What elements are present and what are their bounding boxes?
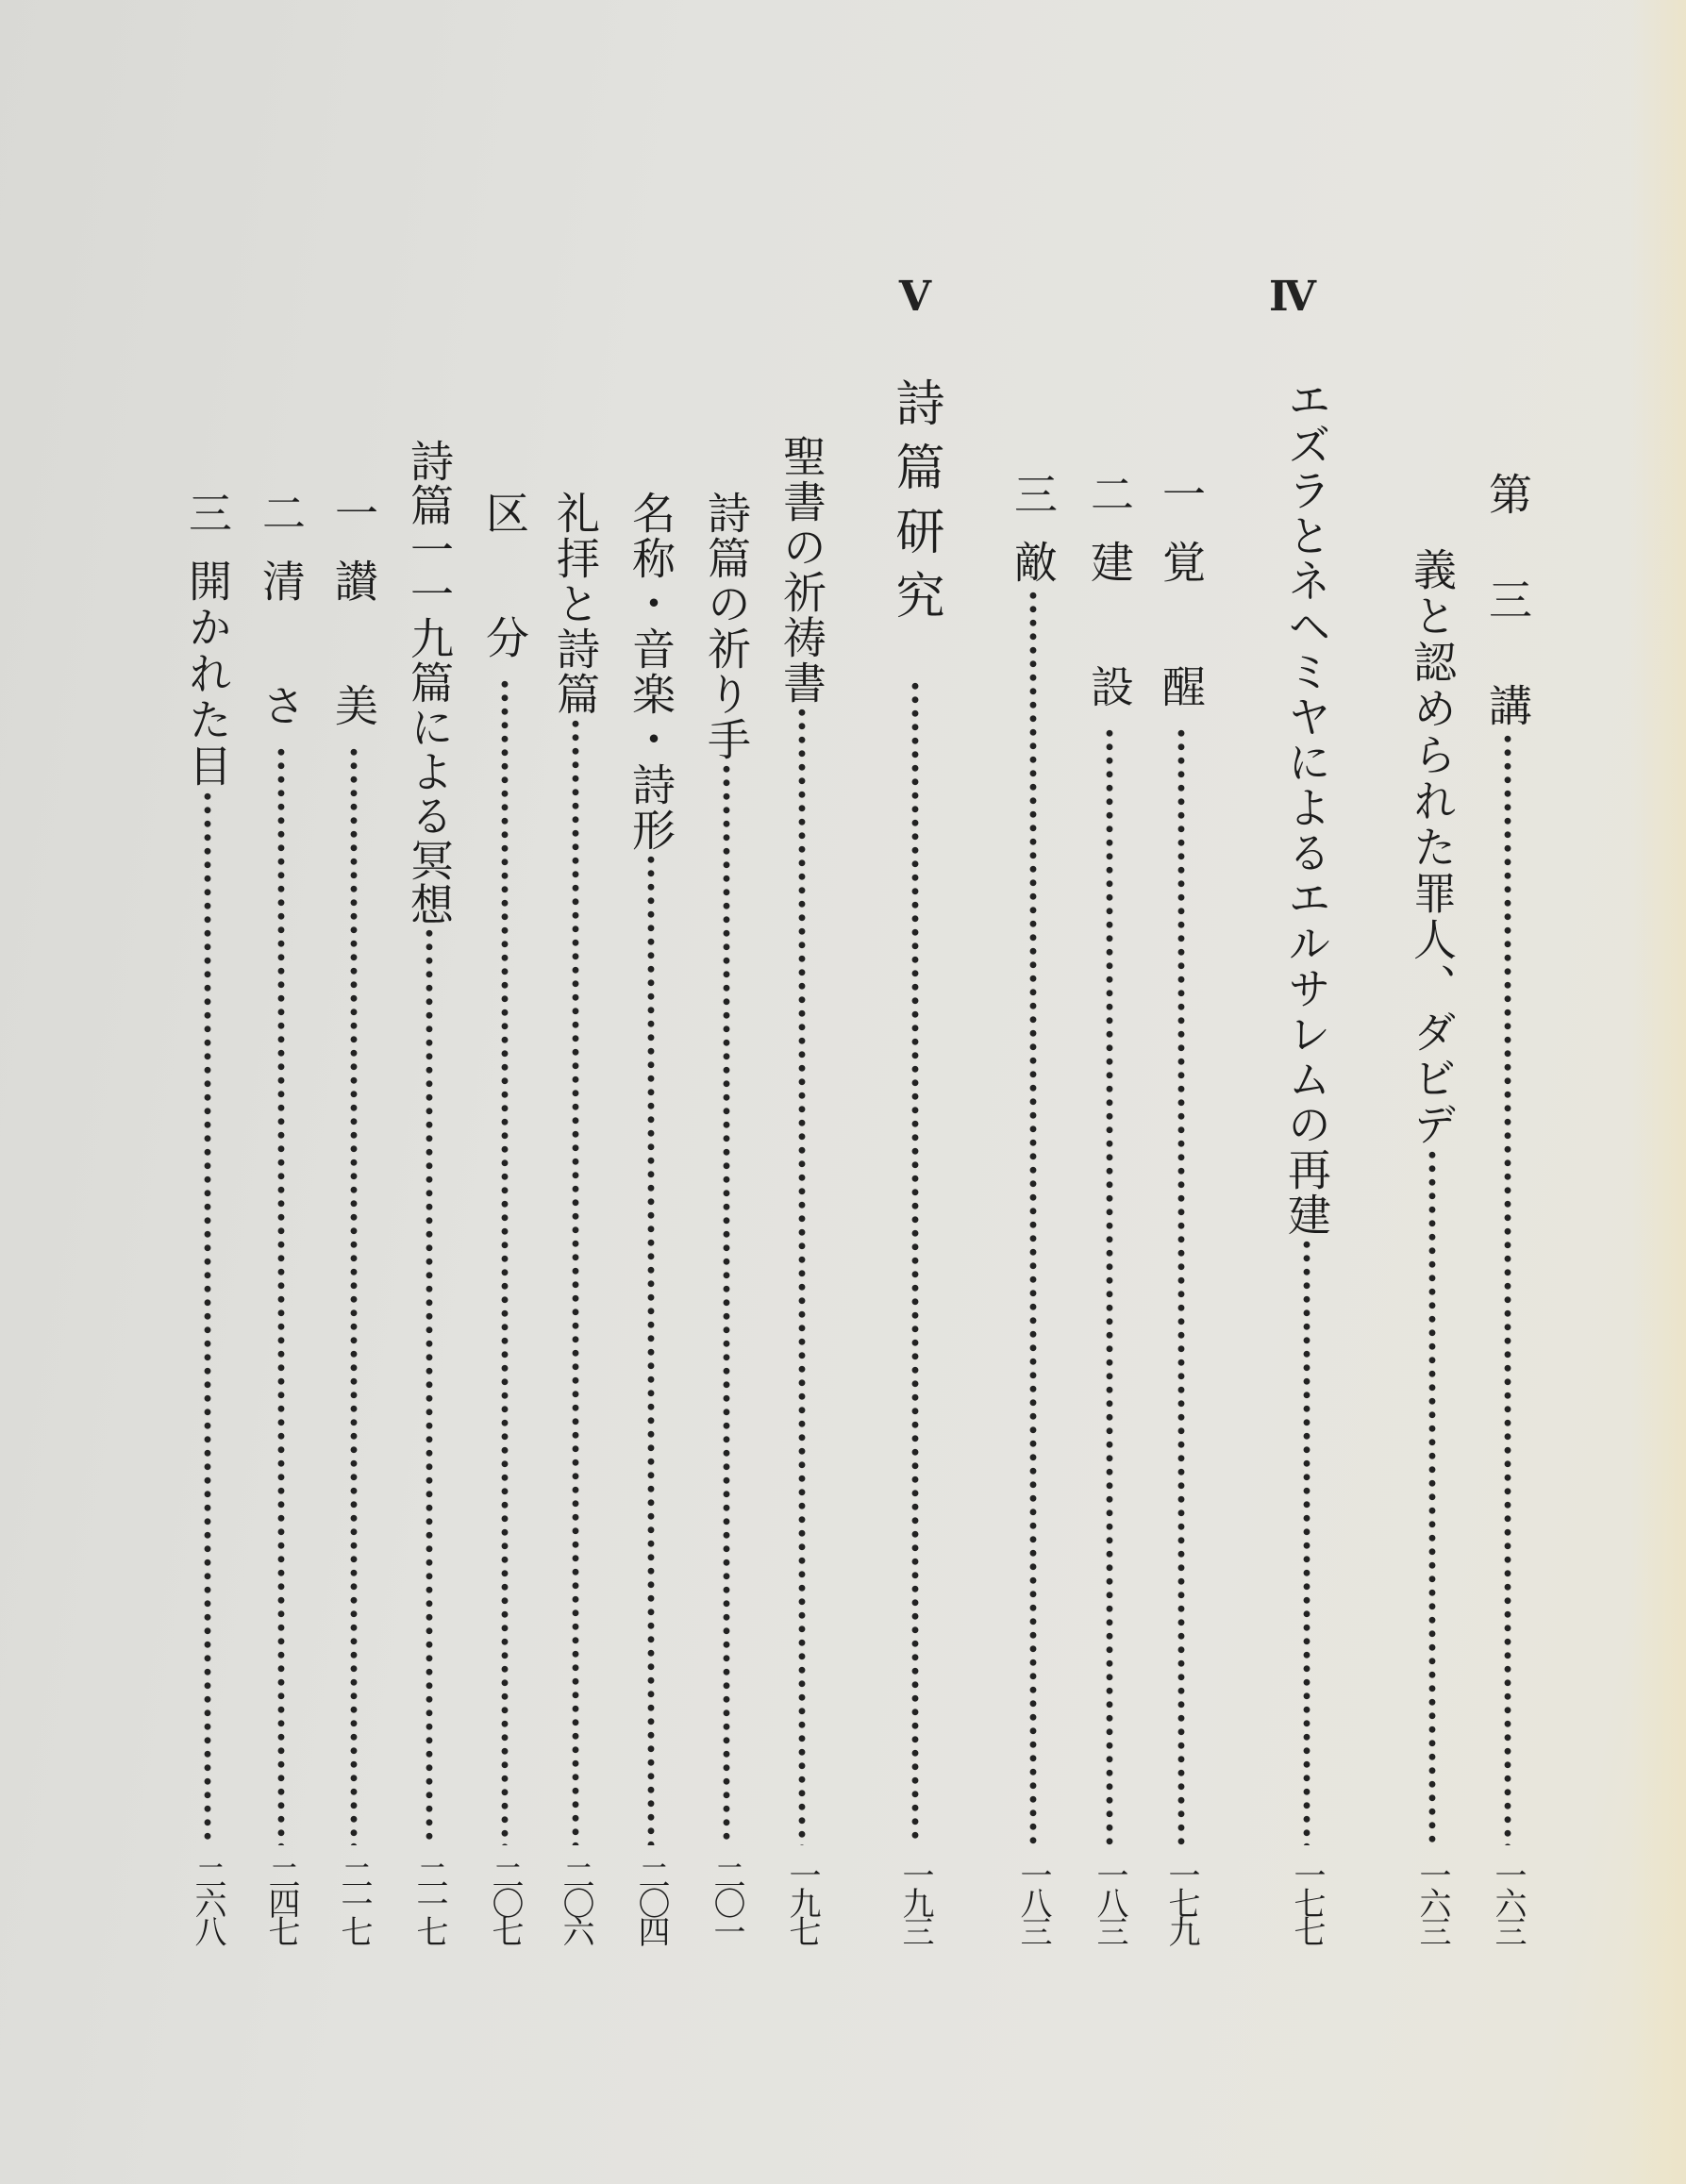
toc-section-4-item-2[interactable] xyxy=(1081,472,1138,1943)
toc-section-5-subitem-2[interactable] xyxy=(253,491,309,1943)
page-number: 一九七 xyxy=(783,1859,821,1943)
leader-dots xyxy=(1005,589,1061,1845)
leader-dots xyxy=(1479,732,1536,1845)
section-5-numeral: Ⅴ xyxy=(898,273,932,321)
toc-section-4-item-1[interactable] xyxy=(1153,472,1210,1943)
lecture-label: 第 三 講 xyxy=(1482,472,1533,732)
page-number: 二〇一 xyxy=(708,1859,745,1943)
item-number: 二 xyxy=(1084,472,1135,521)
item-number: 一 xyxy=(328,491,379,540)
toc-section-5-item-3[interactable] xyxy=(623,491,679,1943)
toc-section-4-item-3[interactable] xyxy=(1005,472,1061,1943)
leader-dots xyxy=(774,706,830,1845)
item-number: 一 xyxy=(1156,472,1207,521)
section-5-title: 詩篇研究 xyxy=(887,377,943,634)
page-number: 一七七 xyxy=(1288,1859,1326,1943)
item-number: 二 xyxy=(256,491,307,540)
item-title: 名称・音楽・詩形 xyxy=(626,491,676,853)
toc-section-5-subitem-1[interactable] xyxy=(326,491,382,1943)
leader-dots xyxy=(698,762,755,1845)
page-number: 二一七 xyxy=(410,1859,448,1943)
leader-dots xyxy=(1404,1148,1461,1845)
leader-dots xyxy=(476,677,533,1845)
page-number: 二一七 xyxy=(335,1859,373,1943)
leader-dots xyxy=(1153,726,1210,1845)
toc-section-5-item-2[interactable] xyxy=(698,491,755,1943)
item-title: 讃 美 xyxy=(328,559,379,745)
lecture-subtitle: 義と認められた罪人、ダビデ xyxy=(1407,547,1458,1148)
item-title: 開かれた目 xyxy=(182,559,233,790)
toc-section-5-item-5[interactable] xyxy=(476,491,533,1943)
item-title: 詩篇の祈り手 xyxy=(701,491,752,762)
section-4-numeral: Ⅳ xyxy=(1269,273,1316,321)
item-title: 詩篇一一九篇による冥想 xyxy=(404,439,455,926)
toc-lecture-3[interactable] xyxy=(1479,472,1536,1943)
page-number: 二四七 xyxy=(262,1859,300,1943)
toc-section-5[interactable] xyxy=(887,679,943,1943)
page-number: 二六八 xyxy=(189,1859,226,1943)
page-number: 一九三 xyxy=(896,1859,934,1943)
page-number: 二〇四 xyxy=(632,1859,670,1943)
leader-dots xyxy=(326,745,382,1845)
item-title: 区 分 xyxy=(479,491,530,677)
item-title: 敵 xyxy=(1008,540,1059,589)
toc-section-4[interactable] xyxy=(1278,377,1335,1943)
item-number: 三 xyxy=(1008,472,1059,521)
item-title: 聖書の祈祷書 xyxy=(776,434,827,706)
page-number: 二〇七 xyxy=(486,1859,524,1943)
bleed-through-text xyxy=(1382,264,1439,351)
page-number: 一八三 xyxy=(1014,1859,1052,1943)
toc-section-5-item-4[interactable] xyxy=(547,491,604,1943)
toc-section-5-subitem-3[interactable] xyxy=(179,491,236,1943)
toc-section-5-item-1[interactable] xyxy=(774,434,830,1943)
leader-dots xyxy=(623,853,679,1845)
leader-dots xyxy=(253,745,309,1845)
page-number: 一七九 xyxy=(1162,1859,1200,1943)
item-title: 建 設 xyxy=(1084,540,1135,726)
toc-lecture-3-subtitle[interactable] xyxy=(1404,547,1461,1943)
item-number: 三 xyxy=(182,491,233,540)
leader-dots xyxy=(887,679,943,1845)
page-number: 一六三 xyxy=(1489,1859,1527,1943)
item-title: 覚 醒 xyxy=(1156,540,1207,726)
section-4-title: エズラとネヘミヤによるエルサレムの再建 xyxy=(1281,377,1332,1238)
leader-dots xyxy=(547,717,604,1845)
leader-dots xyxy=(1081,726,1138,1845)
leader-dots xyxy=(1278,1238,1335,1845)
leader-dots xyxy=(401,926,458,1845)
page-edge xyxy=(1629,0,1686,2184)
leader-dots xyxy=(179,790,236,1845)
page-number: 一八三 xyxy=(1091,1859,1128,1943)
page-number: 二〇六 xyxy=(557,1859,594,1943)
item-title: 礼拝と詩篇 xyxy=(550,491,601,717)
item-title: 清 さ xyxy=(256,559,307,745)
toc-section-5-item-6[interactable] xyxy=(401,439,458,1943)
page-number: 一六三 xyxy=(1413,1859,1451,1943)
